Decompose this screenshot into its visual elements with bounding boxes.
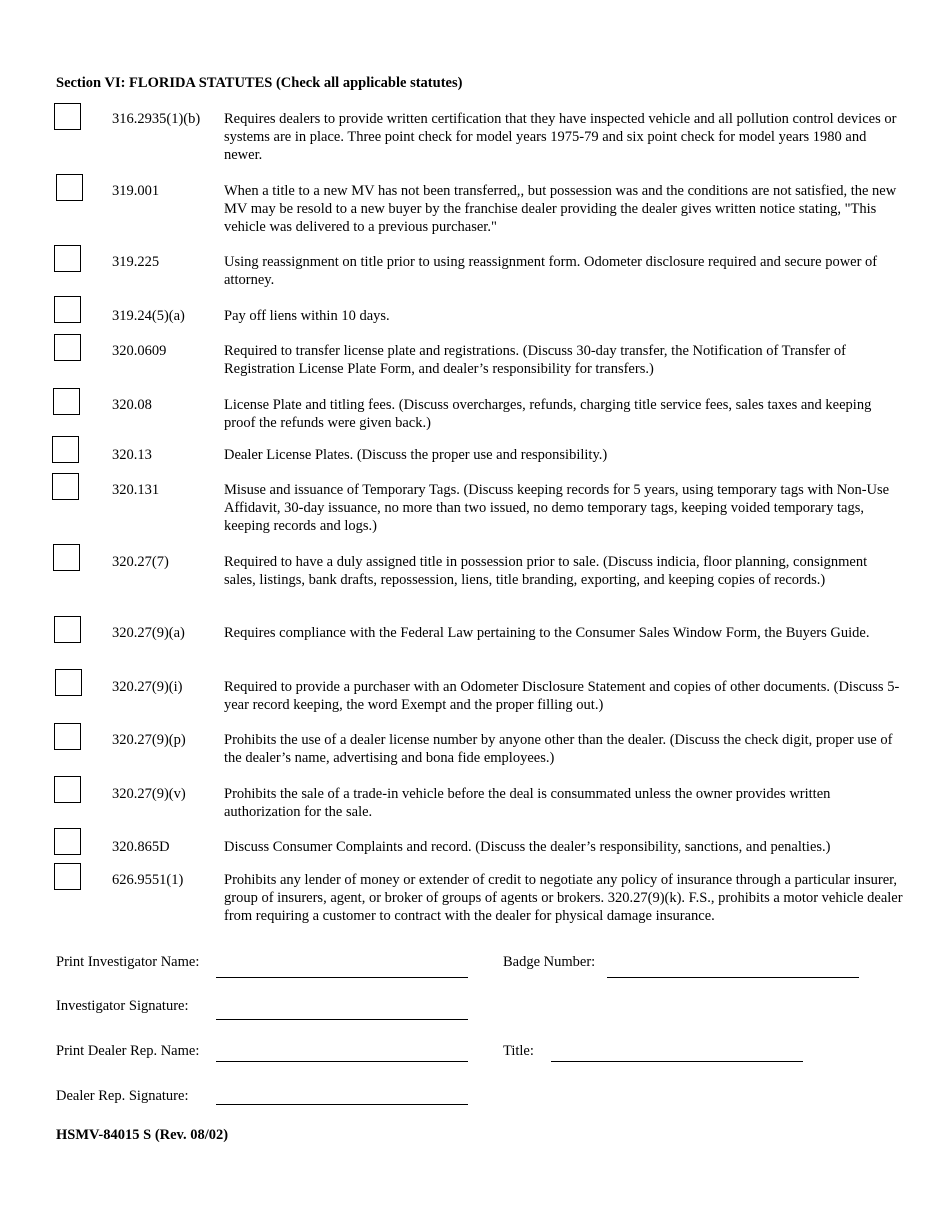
statute-code: 320.27(9)(i) bbox=[112, 679, 183, 695]
statute-code: 320.08 bbox=[112, 397, 152, 413]
investigator-signature-field[interactable] bbox=[216, 1019, 468, 1020]
statute-description: Discuss Consumer Complaints and record. (Discuss the dealer’s responsibility, sanctions, and penalties.) bbox=[224, 839, 831, 855]
badge-number-field[interactable] bbox=[607, 977, 859, 978]
form-id: HSMV-84015 S (Rev. 08/02) bbox=[56, 1127, 229, 1143]
section-heading: Section VI: FLORIDA STATUTES (Check all applicable statutes) bbox=[56, 75, 463, 91]
statute-code: 320.865D bbox=[112, 839, 170, 855]
statute-description: Required to have a duly assigned title in possession prior to sale. (Discuss indicia, floor planning, consignment sales, listings, bank drafts, repossession, liens, title branding, exporting, and keeping copies of records.) bbox=[224, 554, 868, 588]
statute-description: Misuse and issuance of Temporary Tags. (Discuss keeping records for 5 years, using temporary tags with Non-Use Affidavit, 30-day issuance, no more than two issued, no demo temporary tags, keeping voided temporary tags, keeping records and logs.) bbox=[224, 482, 890, 534]
statute-description: Required to provide a purchaser with an Odometer Disclosure Statement and copies of other documents. (Discuss 5-year record keeping, the word Exempt and the proper filling out.) bbox=[224, 679, 900, 713]
title-label: Title: bbox=[503, 1043, 534, 1059]
statute-description: Prohibits any lender of money or extender of credit to negotiate any policy of insurance through a particular insurer, group of insurers, agent, or broker of groups of agents or brokers. 320.27(9)(k). F.S., prohibits a motor vehicle dealer from requiring a customer to contract with the dealer for physical damage insurance. bbox=[224, 872, 903, 924]
statute-checkbox[interactable] bbox=[52, 436, 79, 463]
statute-checkbox[interactable] bbox=[54, 863, 81, 890]
statute-description: License Plate and titling fees. (Discuss overcharges, refunds, charging title service fees, sales taxes and keeping proof the refunds were given back.) bbox=[224, 397, 872, 431]
statute-code: 316.2935(1)(b) bbox=[112, 111, 201, 127]
statute-code: 320.27(9)(a) bbox=[112, 625, 185, 641]
statute-description: Requires compliance with the Federal Law pertaining to the Consumer Sales Window Form, the Buyers Guide. bbox=[224, 625, 870, 641]
statute-checkbox[interactable] bbox=[54, 776, 81, 803]
investigator-name-field[interactable] bbox=[216, 977, 468, 978]
statute-code: 319.24(5)(a) bbox=[112, 308, 185, 324]
statute-description: Using reassignment on title prior to using reassignment form. Odometer disclosure required and secure power of attorney. bbox=[224, 254, 878, 288]
statute-checkbox[interactable] bbox=[54, 245, 81, 272]
statute-code: 319.001 bbox=[112, 183, 160, 199]
statute-checkbox[interactable] bbox=[52, 473, 79, 500]
statute-checkbox[interactable] bbox=[53, 544, 80, 571]
statute-code: 320.27(9)(v) bbox=[112, 786, 186, 802]
statute-code: 320.13 bbox=[112, 447, 152, 463]
statute-code: 320.131 bbox=[112, 482, 160, 498]
statute-description: Prohibits the use of a dealer license number by anyone other than the dealer. (Discuss the check digit, proper use of the dealer’s name, advertising and bona fide employees.) bbox=[224, 732, 893, 766]
statute-description: Pay off liens within 10 days. bbox=[224, 308, 390, 324]
statute-checkbox[interactable] bbox=[55, 669, 82, 696]
statute-checkbox[interactable] bbox=[53, 388, 80, 415]
badge-number-label: Badge Number: bbox=[503, 954, 596, 970]
statute-code: 319.225 bbox=[112, 254, 160, 270]
statute-checkbox[interactable] bbox=[54, 103, 81, 130]
title-field[interactable] bbox=[551, 1061, 803, 1062]
dealer-rep-signature-label: Dealer Rep. Signature: bbox=[56, 1088, 189, 1104]
statute-code: 320.0609 bbox=[112, 343, 167, 359]
statute-checkbox[interactable] bbox=[54, 334, 81, 361]
dealer-rep-name-label: Print Dealer Rep. Name: bbox=[56, 1043, 200, 1059]
statute-description: Required to transfer license plate and registrations. (Discuss 30-day transfer, the Notification of Transfer of Registration License Plate Form, and dealer’s responsibility for transfers.) bbox=[224, 343, 846, 377]
investigator-signature-label: Investigator Signature: bbox=[56, 998, 189, 1014]
statute-code: 626.9551(1) bbox=[112, 872, 184, 888]
statute-description: When a title to a new MV has not been transferred,, but possession was and the conditions are not satisfied, the new MV may be resold to a new buyer by the franchise dealer providing the dealer gives written notice stating, "This vehicle was delivered to a previous purchaser." bbox=[224, 183, 897, 235]
statute-checkbox[interactable] bbox=[54, 828, 81, 855]
statute-checkbox[interactable] bbox=[56, 174, 83, 201]
statute-description: Prohibits the sale of a trade-in vehicle before the deal is consummated unless the owner provides written authorization for the sale. bbox=[224, 786, 831, 820]
statute-checkbox[interactable] bbox=[54, 296, 81, 323]
dealer-rep-name-field[interactable] bbox=[216, 1061, 468, 1062]
statute-code: 320.27(9)(p) bbox=[112, 732, 186, 748]
statute-code: 320.27(7) bbox=[112, 554, 169, 570]
statute-description: Dealer License Plates. (Discuss the proper use and responsibility.) bbox=[224, 447, 608, 463]
investigator-name-label: Print Investigator Name: bbox=[56, 954, 200, 970]
statute-checkbox[interactable] bbox=[54, 723, 81, 750]
statute-checkbox[interactable] bbox=[54, 616, 81, 643]
dealer-rep-signature-field[interactable] bbox=[216, 1104, 468, 1105]
statute-description: Requires dealers to provide written certification that they have inspected vehicle and all pollution control devices or systems are in place. Three point check for model years 1975-79 and six point check for model years 1980 and newer. bbox=[224, 111, 897, 163]
